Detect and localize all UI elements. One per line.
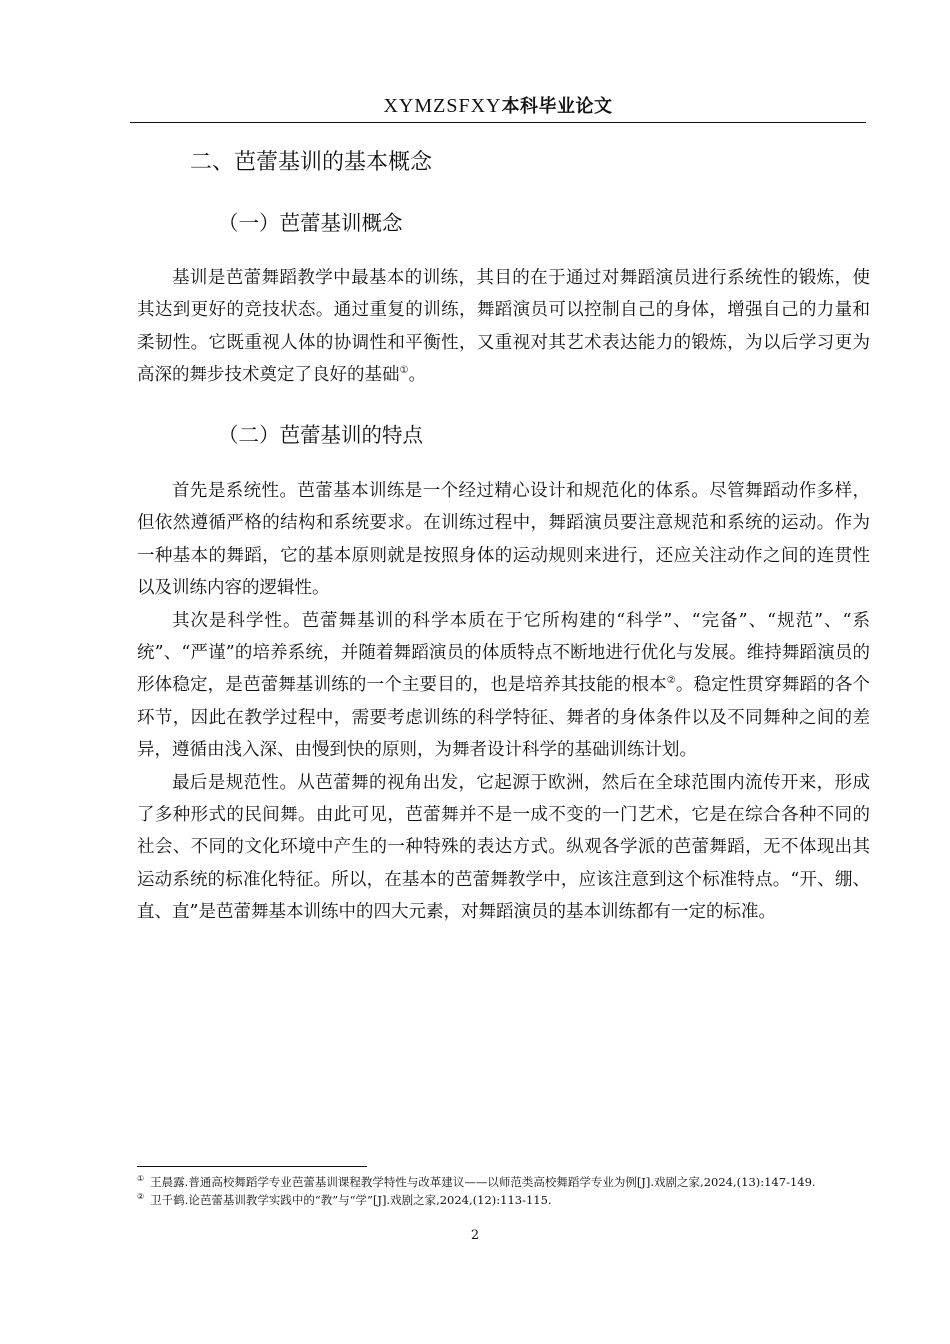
footnote-1 <box>137 1174 837 1192</box>
paragraph-text: 其次是科学性。芭蕾舞基训的科学本质在于它所构建的“科学”、“完备”、“规范”、“系统”、“严谨”的培养系统，并随着舞蹈演员的体质特点不断地进行优化与发展。维持舞蹈演员的形体稳定，是芭蕾舞基训练的一个主要目的，也是培养其技能的根本 <box>137 610 870 696</box>
footnote-2 <box>137 1192 837 1210</box>
footnote-ref-1[interactable]: ① <box>399 365 409 377</box>
subsection-heading-2: （二）芭蕾基训的特点 <box>218 423 423 447</box>
section-heading: 二、芭蕾基训的基本概念 <box>190 150 433 175</box>
footnote-mark: ① <box>137 1174 145 1184</box>
paragraph-text: 基训是芭蕾舞蹈教学中最基本的训练，其目的在于通过对舞蹈演员进行系统性的锻炼，使其达到更好的竞技状态。通过重复的训练，舞蹈演员可以控制自己的身体，增强自己的力量和柔韧性。它既重视人体的协调性和平衡性，又重视对其艺术表达能力的锻炼，为以后学习更为高深的舞步技术奠定了良好的基础 <box>137 268 870 386</box>
header-rule <box>130 122 866 123</box>
footnote-separator <box>137 1166 367 1167</box>
page-header <box>130 92 866 118</box>
footnotes <box>137 1174 837 1209</box>
paragraph-scientific <box>137 605 870 767</box>
subsection-heading-1: （一）芭蕾基训概念 <box>218 211 403 235</box>
footnote-ref-2[interactable]: ② <box>666 675 676 687</box>
paragraph <box>137 262 870 392</box>
paragraph-normative: 最后是规范性。从芭蕾舞的视角出发，它起源于欧洲，然后在全球范围内流传开来，形成了多种形式的民间舞。由此可见，芭蕾舞并不是一成不变的一门艺术，它是在综合各种不同的社会、不同的文化环境中产生的一种特殊的表达方式。纵观各学派的芭蕾舞蹈，无不体现出其运动系统的标准化特征。所以，在基本的芭蕾舞教学中，应该注意到这个标准特点。“开、绷、直、直”是芭蕾舞基本训练中的四大元素，对舞蹈演员的基本训练都有一定的标准。 <box>137 772 870 923</box>
footnote-text: 卫千鹤.论芭蕾基训教学实践中的“教”与“学”[J].戏剧之家,2024,(12):113-115. <box>150 1192 552 1207</box>
footnote-mark: ② <box>137 1191 145 1201</box>
header-code: XYMZSFXY <box>383 95 502 117</box>
footnote-text: 王晨露.普通高校舞蹈学专业芭蕾基训课程教学特性与改革建议——以师范类高校舞蹈学专业为例[J].戏剧之家,2024,(13):147-149. <box>150 1175 816 1189</box>
header-title: 本科毕业论文 <box>501 96 613 117</box>
subsection-1-body <box>137 262 870 392</box>
subsection-2-body <box>137 475 870 929</box>
paragraph-text: 。稳定性贯穿舞蹈的各个环节，因此在教学过程中，需要考虑训练的科学特征、舞者的身体条件以及不同舞种之间的差异，遵循由浅入深、由慢到快的原则，为舞者设计科学的基础训练计划。 <box>137 675 870 761</box>
paragraph-systematic: 首先是系统性。芭蕾基本训练是一个经过精心设计和规范化的体系。尽管舞蹈动作多样，但依然遵循严格的结构和系统要求。在训练过程中，舞蹈演员要注意规范和系统的运动。作为一种基本的舞蹈，它的基本原则就是按照身体的运动规则来进行，还应关注动作之间的连贯性以及训练内容的逻辑性。 <box>137 481 870 599</box>
page-number: 2 <box>470 1228 480 1243</box>
paragraph-end: 。 <box>408 365 426 386</box>
